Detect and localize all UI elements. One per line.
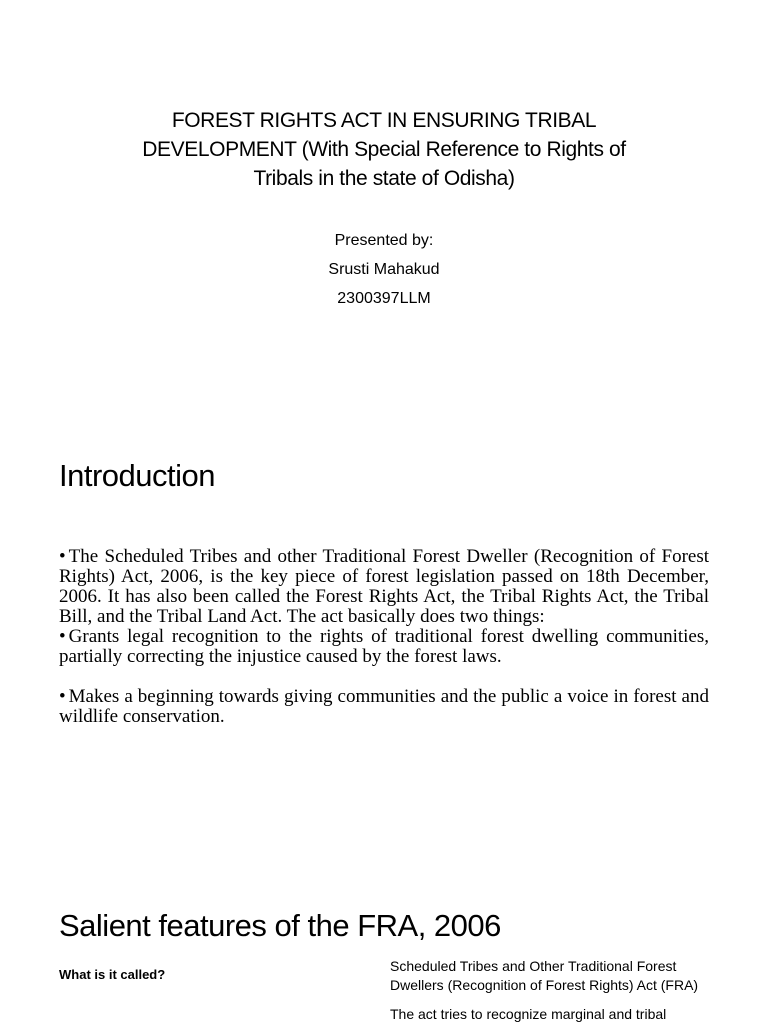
row-label-what-is-it-called: What is it called? — [59, 967, 166, 982]
bullet-marker: • — [59, 686, 66, 707]
introduction-slide — [0, 440, 768, 880]
row-value-partial: The act tries to recognize marginal and tribal — [390, 1006, 667, 1022]
row-value-act-name: Scheduled Tribes and Other Traditional Forest Dwellers (Recognition of Forest Rights) Act (FRA) — [390, 958, 699, 993]
salient-features-heading: Salient features of the FRA, 2006 — [59, 908, 501, 943]
slide-title — [90, 106, 678, 193]
presenter-info — [234, 226, 534, 313]
bullet-item — [59, 627, 709, 667]
title-line-2: DEVELOPMENT (With Special Reference to Rights of — [142, 138, 626, 161]
presenter-id: 2300397LLM — [337, 290, 431, 307]
salient-features-slide — [0, 880, 768, 1024]
introduction-bullets — [59, 547, 709, 727]
title-line-1: FOREST RIGHTS ACT IN ENSURING TRIBAL — [171, 109, 597, 132]
bullet-item — [59, 547, 709, 627]
title-line-3: Tribals in the state of Odisha) — [253, 167, 515, 190]
bullet-marker: • — [59, 626, 66, 647]
bullet-item — [59, 687, 709, 727]
title-slide — [0, 0, 768, 440]
presenter-name: Srusti Mahakud — [328, 261, 440, 278]
bullet-text: Grants legal recognition to the rights of traditional forest dwelling communities, partially correcting the injustice caused by the forest laws. — [59, 626, 709, 667]
introduction-heading: Introduction — [59, 458, 215, 493]
bullet-text: Makes a beginning towards giving communities and the public a voice in forest and wildlife conservation. — [59, 686, 709, 727]
bullet-text: The Scheduled Tribes and other Traditional Forest Dweller (Recognition of Forest Rights) Act, 2006, is the key piece of forest legislation passed on 18th December, 2006. It has also been called the Forest Rights Act, the Tribal Rights Act, the Tribal Bill, and the Tribal Land Act. The act basically does two things: — [59, 546, 709, 627]
bullet-marker: • — [59, 546, 66, 567]
presenter-label: Presented by: — [334, 232, 434, 249]
